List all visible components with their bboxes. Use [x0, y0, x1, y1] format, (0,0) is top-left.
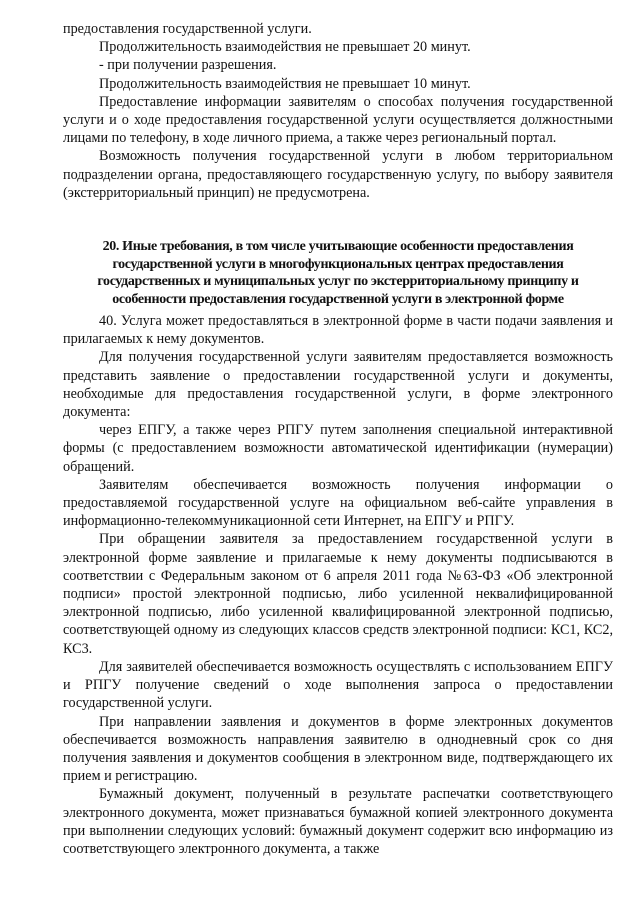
paragraph-info-provision: Предоставление информации заявителям о способах получения государственной услуги и о ходе предоставления государственной услуги осуществляется должностными лицами по телефону, в ходе личного приема, а также через региональный портал.: [63, 93, 613, 147]
paragraph-duration-20: Продолжительность взаимодействия не превышает 20 минут.: [99, 39, 471, 56]
document-page: [63, 20, 613, 858]
paragraph-paper-copy: Бумажный документ, полученный в результате распечатки соответствующего электронного документа, может признаваться бумажной копией электронного документа при выполнении следующих условий: бумажный документ содержит всю информацию из соответствующего электронного документа, а также: [63, 786, 613, 857]
paragraph-extraterritorial: Возможность получения государственной услуги в любом территориальном подразделении органа, предоставляющего государственную услугу, по выбору заявителя (экстерриториальный принцип) не предусмотрена.: [63, 148, 613, 201]
section-heading: 20. Иные требования, в том числе учитывающие особенности предоставления государственной услуги в многофункциональных центрах предоставления государственных и муниципальных услуг по экстерриториальному принципу и особенности предоставления государственной услуги в электронной форме: [97, 239, 579, 307]
paragraph-electronic-signature: При обращении заявителя за предоставлением государственной услуги в электронной форме заявление и прилагаемые к нему документы подписываются в соответствии с Федеральным законом от 6 апреля 2011 года №63-ФЗ «Об электронной подписи» простой электронной подписью, либо усиленной неквалифицированной электронной подписью, либо усиленной квалифицированной электронной подписью, соответствующей одному из следующих классов средств электронной подписи: КС1, КС2, КС3.: [63, 531, 613, 657]
paragraph-permit: - при получении разрешения.: [99, 57, 277, 74]
paragraph-info-website: Заявителям обеспечивается возможность получения информации о предоставляемой государственной услуге на официальном веб-сайте управления в информационно-телекоммуникационной сети Интернет, на ЕПГУ и РПГУ.: [63, 476, 613, 530]
paragraph-item-40: 40. Услуга может предоставляться в электронной форме в части подачи заявления и прилагаемых к нему документов.: [63, 313, 613, 348]
section-gap: [63, 202, 613, 238]
paragraph-request-status: Для заявителей обеспечивается возможность осуществлять с использованием ЕПГУ и РПГУ получение сведений о ходе выполнения запроса о предоставлении государственной услуги.: [63, 658, 613, 712]
paragraph-continuation: предоставления государственной услуги.: [63, 21, 312, 37]
paragraph-epgu-rpgu: через ЕПГУ, а также через РПГУ путем заполнения специальной интерактивной формы (с предоставлением возможности автоматической идентификации (нумерации) обращений.: [63, 422, 613, 475]
paragraph-electronic-submission: Для получения государственной услуги заявителям предоставляется возможность представить заявление о предоставлении государственной услуги и документы, необходимые для предоставления государственной услуги, в форме электронного документа:: [63, 349, 613, 421]
paragraph-duration-10: Продолжительность взаимодействия не превышает 10 минут.: [99, 75, 471, 92]
paragraph-receipt-confirmation: При направлении заявления и документов в форме электронных документов обеспечивается возможность направления заявителю в однодневный срок со дня получения заявления и документов сообщения в электронном виде, подтверждающего их прием и регистрацию.: [63, 713, 613, 785]
